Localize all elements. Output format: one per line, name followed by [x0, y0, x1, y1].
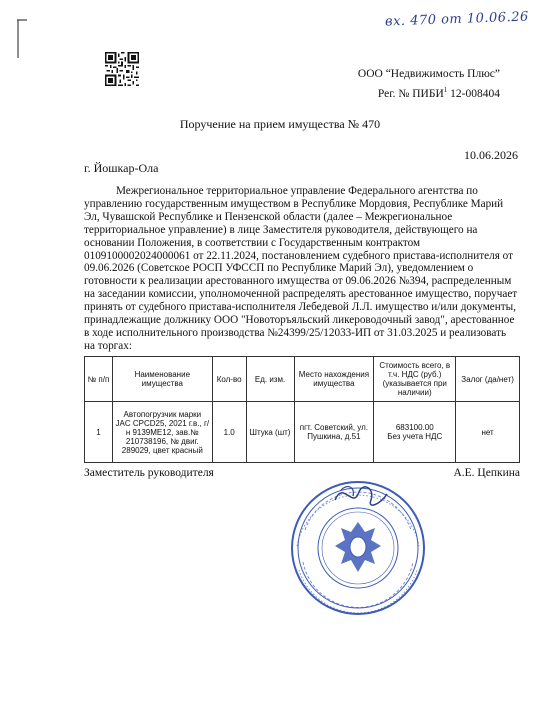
corner-stamp-mark [16, 18, 28, 60]
cell-location: пгт. Советский, ул. Пушкина, д.51 [294, 402, 374, 463]
registration-superscript: 1 [443, 86, 448, 94]
cell-unit: Штука (шт) [246, 402, 294, 463]
cell-name: Автопогрузчик марки JAC CPCD25, 2021 г.в., г/н 9139МЕ12, зав.№ 210738196, № двиг. 289029, цвет красный [112, 402, 212, 463]
qr-code-icon [105, 52, 139, 86]
table-header-row [85, 357, 520, 402]
document-title: Поручение на прием имущества № 470 [179, 117, 381, 131]
column-header-number: № п/п [85, 357, 113, 402]
document-body-paragraph: Межрегиональное территориальное управление Федерального агентства по управлению государственным имуществом в Республике Мордовия, Республике Марий Эл, Чувашской Республике и Пензенской области (далее – Межрегиональное территориальное управление) в лице Заместителя руководителя, действующего на основании Положения, в соответствии с Государственным контрактом 0109100002024000061 от 22.11.2024, постановлением судебного пристава-исполнителя от 09.06.2026 (Советское РОСП УФССП по Республике Марий Эл), уведомлением о готовности к реализации арестованного имущества от 09.06.2026 №394, распределенным на заседании комиссии, уполномоченной распределять арестованное имущество, поручает принять от судебного пристава-исполнителя Лебедевой Л.Л. имущество и/или документы, принадлежащие должнику ООО "Новоторъяльский ликероводочный завод", арестованное в ходе исполнительного производства №24399/25/12033-ИП от 31.03.2025 и реализовать на торгах: [84, 185, 518, 352]
document-date: 10.06.2026 [464, 148, 518, 162]
signatory-name: А.Е. Цепкина [453, 467, 520, 479]
table-row [85, 402, 520, 463]
column-header-name: Наименование имущества [112, 357, 212, 402]
column-header-quantity: Кол-во [212, 357, 246, 402]
registration-prefix: Рег. № ПИБИ [377, 87, 444, 100]
property-table [84, 356, 520, 463]
signatory-role: Заместитель руководителя [84, 467, 214, 479]
cell-quantity: 1.0 [212, 402, 246, 463]
column-header-cost: Стоимость всего, в т.ч. НДС (руб.) (указывается при наличии) [374, 357, 456, 402]
column-header-pledge: Залог (да/нет) [456, 357, 520, 402]
registration-value: 12-008404 [447, 87, 500, 100]
column-header-unit: Ед. изм. [246, 357, 294, 402]
cell-pledge: нет [456, 402, 520, 463]
registration-number [378, 86, 500, 100]
official-seal-stamp [283, 470, 433, 620]
document-city: г. Йошкар-Ола [84, 161, 159, 175]
cell-cost: 683100.00 Без учета НДС [374, 402, 456, 463]
cell-number: 1 [85, 402, 113, 463]
organization-name: ООО “Недвижимость Плюс” [357, 68, 500, 80]
handwritten-registration-note: вх. 470 от 10.06.26 [384, 9, 530, 30]
column-header-location: Место нахождения имущества [294, 357, 374, 402]
